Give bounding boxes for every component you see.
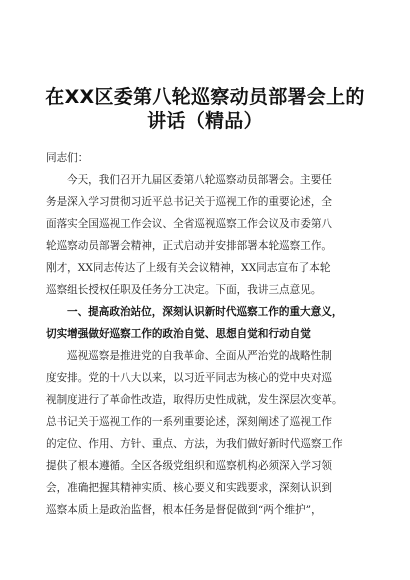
salutation: 同志们：	[46, 152, 89, 164]
paragraph-1-line: 巡察组长授权任职及任务分工决定。下面，我讲三点意见。	[46, 284, 322, 296]
paragraph-1-line: 务是深入学习贯彻习近平总书记关于巡视工作的重要论述，全	[46, 196, 333, 208]
paragraph-2-line: 视制度进行了革命性改造，取得历史性成就，发生深层次变革。	[46, 394, 343, 406]
paragraph-1-line: 刚才，XX同志传达了上级有关会议精神，XX同志宣布了本轮	[46, 262, 331, 274]
section-heading-1-line: 一、提高政治站位，深刻认识新时代巡察工作的重大意义，	[67, 306, 343, 318]
paragraph-2-line: 总书记关于巡视工作的一系列重要论述，深刻阐述了巡视工作	[46, 416, 333, 428]
paragraph-1-line: 轮巡察动员部署会精神，正式启动并安排部署本轮巡察工作。	[46, 240, 333, 252]
paragraph-1-line: 面落实全国巡视工作会议、全省巡视巡察工作会议及市委第八	[46, 218, 333, 230]
paragraph-2-line: 巡视巡察是推进党的自我革命、全面从严治党的战略性制	[67, 350, 332, 362]
document-title-line-2: 讲话（精品）	[147, 110, 263, 132]
paragraph-2-line: 巡察本质上是政治监督，根本任务是督促做到“两个维护”，	[46, 504, 322, 516]
section-heading-1-line: 切实增强做好巡察工作的政治自觉、思想自觉和行动自觉	[46, 328, 311, 340]
paragraph-2-line: 度安排。党的十八大以来，以习近平同志为核心的党中央对巡	[46, 372, 333, 384]
paragraph-1-line: 今天，我们召开九届区委第八轮巡察动员部署会。主要任	[67, 174, 332, 186]
paragraph-2-line: 提供了根本遵循。全区各级党组织和巡察机构必须深入学习领	[46, 460, 333, 472]
paragraph-2-line: 会，准确把握其精神实质、核心要义和实践要求，深刻认识到	[46, 482, 333, 494]
paragraph-2-line: 的定位、作用、方针、重点、方法，为我们做好新时代巡察工作	[46, 438, 343, 450]
document-title-line-1: 在XX区委第八轮巡察动员部署会上的	[45, 86, 365, 108]
